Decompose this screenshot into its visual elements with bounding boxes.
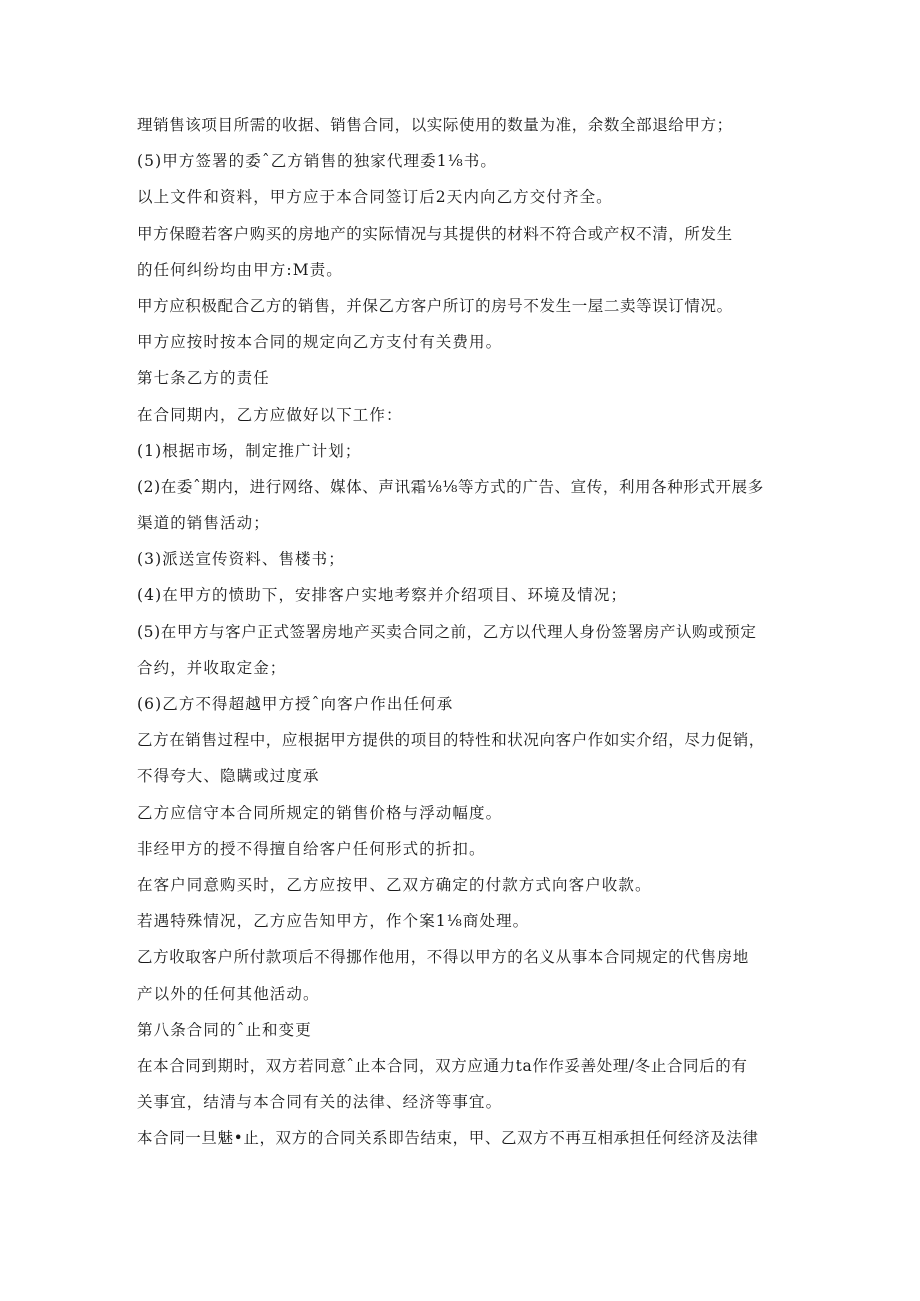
text-line: 非经甲方的授不得擅自给客户任何形式的折扣。 (137, 839, 486, 858)
list-item: (2)在委ˆ期内，进行网络、媒体、声讯霜⅛⅛等方式的广告、宣传，利用各种形式开展多 (137, 477, 764, 496)
section-heading: 第七条乙方的责任 (137, 369, 270, 388)
text-line: 合约，并收取定金； (137, 658, 287, 677)
text-line: 乙方收取客户所付款项后不得挪作他用，不得以甲方的名义从事本合同规定的代售房地 (137, 948, 749, 967)
document-body (137, 113, 787, 1162)
text-line: 乙方在销售过程中，应根据甲方提供的项目的特性和状况向客户作如实介绍，尽力促销， (137, 731, 765, 750)
text-line: 产以外的任何其他活动。 (137, 984, 320, 1003)
list-item: (6)乙方不得超越甲方授ˆ向客户作出任何承 (137, 695, 454, 713)
text-line: 理销售该项目所需的收据、销售合同，以实际使用的数量为准，余数全部退给甲方； (137, 116, 733, 134)
text-line: 在合同期内，乙方应做好以下工作： (137, 405, 403, 424)
list-item: (1)根据市场，制定推广计划； (137, 441, 362, 460)
list-item: (3)派送宣传资料、售楼书； (137, 550, 345, 569)
list-item: (5)在甲方与客户正式签署房地产买卖合同之前，乙方以代理人身份签署房产认购或预定 (137, 622, 757, 641)
text-line: 以上文件和资料，甲方应于本合同签订后2天内向乙方交付齐全。 (137, 188, 613, 207)
text-line: 关事宜，结清与本合同有关的法律、经济等事宜。 (137, 1093, 503, 1112)
list-item: (4)在甲方的愤助下，安排客户实地考察并介绍项目、环境及情况； (137, 586, 628, 605)
text-line: 不得夸大、隐瞒或过度承 (137, 767, 320, 786)
text-line: 渠道的销售活动； (137, 514, 270, 533)
text-line: 甲方应按时按本合同的规定向乙方支付有关费用。 (137, 333, 503, 352)
text-line: (5)甲方签署的委ˆ乙方销售的独家代理委1⅛书。 (137, 152, 497, 171)
text-line: 本合同一旦魅•止，双方的合同关系即告结束，甲、乙双方不再互相承担任何经济及法律 (137, 1129, 759, 1148)
text-line: 若遇特殊情况，乙方应告知甲方，作个案1⅛商处理。 (137, 912, 530, 931)
text-line: 在客户同意购买时，乙方应按甲、乙双方确定的付款方式向客户收款。 (137, 875, 652, 894)
text-line: 在本合同到期时，双方若同意ˆ止本合同，双方应通力ta作作妥善处理/冬止合同后的有 (137, 1056, 748, 1075)
text-line: 的任何纠纷均由甲方:M责。 (137, 260, 343, 279)
section-heading: 第八条合同的ˆ止和变更 (137, 1020, 312, 1039)
text-line: 甲方保瞪若客户购买的房地产的实际情况与其提供的材料不符合或产权不清，所发生 (137, 224, 733, 243)
text-line: 乙方应信守本合同所规定的销售价格与浮动幅度。 (137, 803, 503, 822)
text-line: 甲方应积极配合乙方的销售，并保乙方客户所订的房号不发生一屋二卖等误订情况。 (137, 296, 733, 315)
